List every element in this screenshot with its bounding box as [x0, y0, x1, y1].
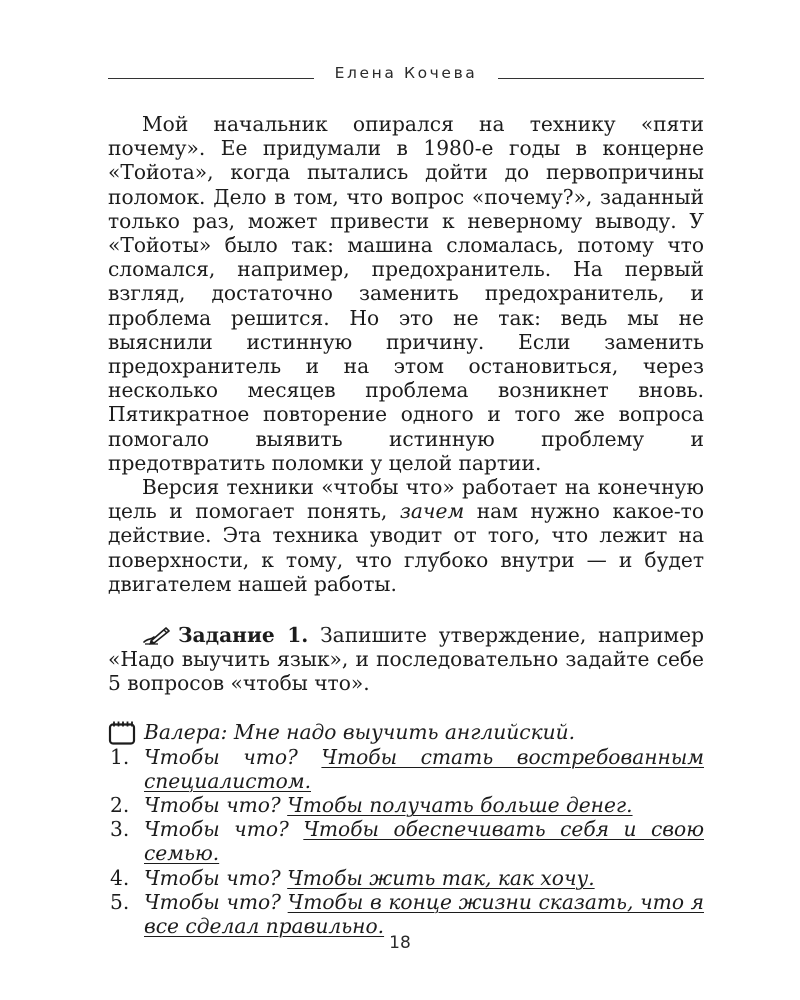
question-text [144, 817, 704, 865]
question-answer: Чтобы обеспечивать себя и свою семью. [144, 817, 704, 866]
dialog-intro-row [108, 720, 704, 745]
question-text [144, 890, 704, 938]
question-label: Чтобы что? [144, 744, 298, 769]
page-number: 18 [389, 933, 411, 953]
question-number: 3. [110, 817, 130, 842]
question-label: Чтобы что? [144, 817, 289, 842]
question-label: Чтобы что? [144, 889, 281, 914]
question-number: 4. [110, 865, 130, 890]
question-item [108, 890, 704, 938]
question-item [108, 745, 704, 793]
question-item [108, 817, 704, 865]
header-author-name: Елена Кочева [334, 64, 478, 82]
question-label: Чтобы что? [144, 865, 281, 890]
question-label: Чтобы что? [144, 793, 281, 818]
question-answer: Чтобы получать больше денег. [287, 793, 633, 818]
task-label: Задание 1. [178, 623, 309, 648]
header-rule-right [498, 78, 704, 79]
question-number: 2. [110, 793, 130, 818]
running-header [108, 64, 704, 86]
dialog-intro: Валера: Мне надо выучить английский. [144, 720, 576, 745]
dialog-block [108, 720, 704, 939]
page-body [108, 112, 704, 938]
paragraph-five-whys [108, 112, 704, 475]
pen-writing-icon [142, 625, 172, 645]
question-answer: Чтобы стать востребованным специалистом. [144, 744, 704, 793]
question-item [108, 793, 704, 817]
question-answer: Чтобы в конце жизни сказать, что я все сделал правильно. [144, 889, 704, 939]
question-text [144, 866, 704, 890]
paragraph-so-what [108, 475, 704, 596]
task-block [108, 623, 704, 696]
question-answer: Чтобы жить так, как хочу. [287, 865, 595, 890]
paragraph-so-what-text-1: Версия техники «чтобы что» работает на конечную цель и помогает понять, [108, 475, 704, 524]
task-text: Запишите утверждение, например «Надо выучить язык», и последовательно задайте себе 5 вопросов «чтобы что». [108, 623, 704, 696]
paragraph-so-what-text-2: нам нужно какое-то действие. Эта техника уводит от того, что лежит на поверхности, к тому, что глубоко внутри — и будет двигателем нашей работы. [108, 499, 704, 596]
notepad-icon [108, 720, 136, 745]
paragraph-so-what-emphasis: зачем [399, 499, 465, 524]
question-text [144, 745, 704, 793]
paragraph-five-whys-text: Мой начальник опирался на технику «пяти почему». Ее придумали в 1980-е годы в концерне «Тойота», когда пытались дойти до первопричины поломок. Дело в том, что вопрос «почему?», заданный только раз, может привести к неверному выводу. У «Тойоты» было так: машина сломалась, потому что сломался, например, предохранитель. На первый взгляд, достаточно заменить предохранитель, и проблема решится. Но это не так: ведь мы не выяснили истинную причину. Если заменить предохранитель и на этом остановиться, через несколько месяцев проблема возникнет вновь. Пятикратное повторение одного и того же вопроса помогало выявить истинную проблему и предотвратить поломки у целой партии. [108, 112, 704, 475]
question-number: 5. [110, 889, 130, 914]
question-text [144, 793, 704, 817]
question-item [108, 866, 704, 890]
question-number: 1. [110, 744, 130, 769]
